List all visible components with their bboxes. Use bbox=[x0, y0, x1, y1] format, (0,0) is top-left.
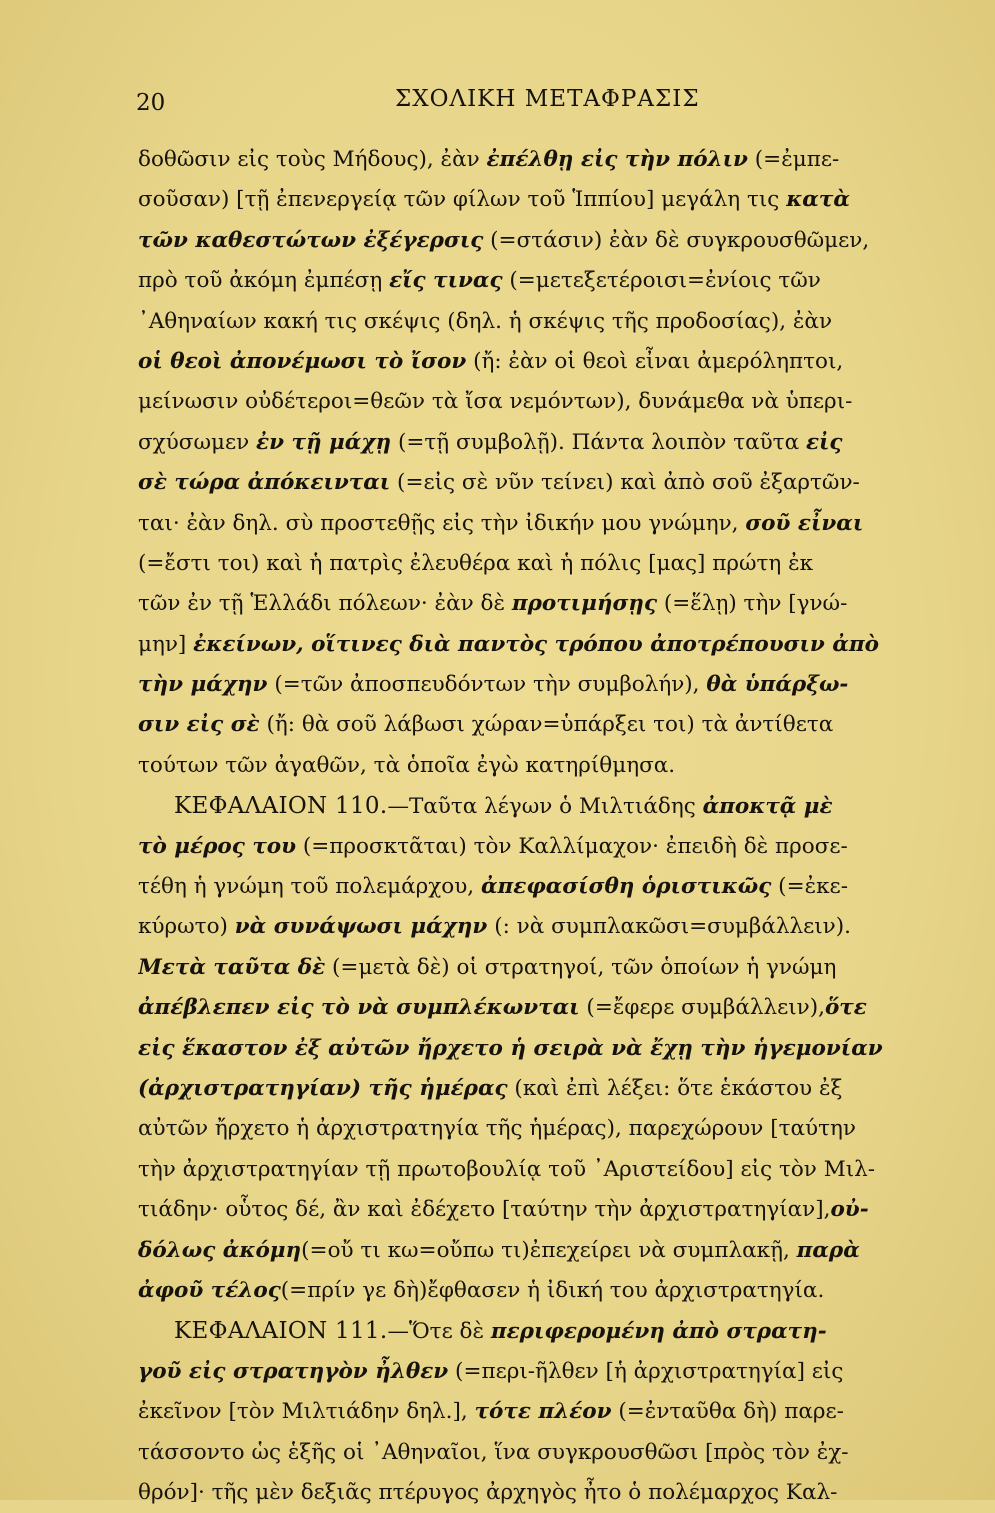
text-segment: (=ἔφερε συμβάλλειν), bbox=[579, 995, 825, 1021]
text-segment: —Ὅτε δὲ bbox=[387, 1319, 491, 1345]
page-number: 20 bbox=[136, 90, 166, 116]
page-header bbox=[0, 80, 995, 120]
text-line bbox=[138, 1433, 928, 1473]
text-line bbox=[138, 827, 928, 867]
emphasized-phrase: προτιμήσῃς bbox=[511, 591, 658, 617]
emphasized-phrase: ἐκείνων, οἵτινες διὰ παντὸς τρόπου ἀποτρέπουσιν ἀπὸ bbox=[193, 631, 879, 657]
running-title: ΣΧΟΛΙΚΗ ΜΕΤΑΦΡΑΣΙΣ bbox=[395, 86, 700, 112]
chapter-heading: ΚΕΦΑΛΑΙΟΝ 111. bbox=[174, 1318, 388, 1345]
text-segment: (=εἰς σὲ νῦν τείνει) καὶ ἀπὸ σοῦ ἐξαρτῶν- bbox=[390, 470, 860, 496]
emphasized-phrase: περιφερομένη ἀπὸ στρατη- bbox=[490, 1319, 827, 1345]
emphasized-phrase: τὸ μέρος του bbox=[138, 833, 297, 859]
text-segment: τέθη ἡ γνώμη τοῦ πολεμάρχου, bbox=[138, 874, 481, 900]
text-segment: μην] bbox=[138, 631, 194, 657]
text-segment: (ἤ: ἐὰν οἱ θεοὶ εἶναι ἀμερόληπτοι, bbox=[466, 348, 844, 374]
text-segment: ᾿Αθηναίων κακή τις σκέψις (δηλ. ἡ σκέψις τῆς προδοσίας), ἐὰν bbox=[138, 308, 833, 334]
text-segment: μείνωσιν οὐδέτεροι=θεῶν τὰ ἴσα νεμόντων), δυνάμεθα νὰ ὑπερι- bbox=[138, 389, 853, 415]
text-segment: (=μετεξετέροισι=ἐνίοις τῶν bbox=[502, 268, 821, 294]
text-line bbox=[138, 746, 928, 786]
emphasized-phrase: ἐν τῇ μάχῃ bbox=[256, 429, 392, 455]
emphasized-phrase: εἴς τινας bbox=[389, 268, 503, 294]
text-line bbox=[138, 665, 928, 705]
text-segment: τάσσοντο ὡς ἑξῆς οἱ ᾿Αθηναῖοι, ἵνα συγκρουσθῶσι [πρὸς τὸν ἐχ- bbox=[138, 1439, 849, 1465]
text-segment: πρὸ τοῦ ἀκόμη ἐμπέσῃ bbox=[138, 268, 390, 294]
body-text bbox=[138, 140, 928, 1513]
text-line bbox=[138, 504, 928, 544]
text-line bbox=[138, 261, 928, 301]
emphasized-phrase: οὐ- bbox=[830, 1197, 869, 1223]
emphasized-phrase: οἱ θεοὶ ἀπονέμωσι τὸ ἴσον bbox=[138, 348, 467, 374]
text-segment: ται· ἐὰν δηλ. σὺ προστεθῇς εἰς τὴν ἰδικήν μου γνώμην, bbox=[138, 510, 746, 536]
text-line bbox=[138, 867, 928, 907]
emphasized-phrase: Μετὰ ταῦτα δὲ bbox=[138, 954, 326, 980]
text-line bbox=[138, 221, 928, 261]
text-segment: κύρωτο) bbox=[138, 914, 235, 940]
emphasized-phrase: ἀφοῦ τέλος bbox=[138, 1277, 281, 1303]
emphasized-phrase: παρὰ bbox=[796, 1237, 860, 1263]
text-line bbox=[138, 1069, 928, 1109]
text-line bbox=[138, 1311, 928, 1351]
text-line bbox=[138, 584, 928, 624]
emphasized-phrase: κατὰ bbox=[786, 187, 850, 213]
emphasized-phrase: σιν εἰς σὲ bbox=[138, 712, 260, 738]
text-segment: τούτων τῶν ἀγαθῶν, τὰ ὁποῖα ἐγὼ κατηρίθμησα. bbox=[138, 752, 676, 778]
emphasized-phrase: ὅτε bbox=[824, 995, 867, 1021]
text-segment: (=ἔστι τοι) καὶ ἡ πατρὶς ἐλευθέρα καὶ ἡ πόλις [μας] πρώτη ἐκ bbox=[138, 550, 814, 576]
text-segment: (=τῶν ἀποσπευδόντων τὴν συμβολήν), bbox=[267, 672, 707, 698]
emphasized-phrase: τὴν μάχην bbox=[138, 672, 268, 698]
text-line bbox=[138, 342, 928, 382]
emphasized-phrase: θὰ ὑπάρξω- bbox=[706, 672, 849, 698]
text-line bbox=[138, 463, 928, 503]
text-segment: (=στάσιν) ἐὰν δὲ συγκρουσθῶμεν, bbox=[483, 227, 870, 253]
text-segment: (καὶ ἐπὶ λέξει: ὅτε ἑκάστου ἐξ bbox=[507, 1075, 843, 1101]
text-segment: (=περι-ῆλθεν [ἡ ἀρχιστρατηγία] εἰς bbox=[448, 1358, 844, 1384]
text-line bbox=[138, 423, 928, 463]
text-line bbox=[138, 1190, 928, 1230]
emphasized-phrase: ἐπέλθῃ εἰς τὴν πόλιν bbox=[486, 147, 748, 172]
emphasized-phrase: εἰς bbox=[805, 429, 843, 455]
emphasized-phrase: σοῦ εἶναι bbox=[745, 510, 864, 536]
emphasized-phrase: νὰ συνάψωσι μάχην bbox=[234, 914, 488, 940]
text-segment: —Ταῦτα λέγων ὁ Μιλτιάδης bbox=[387, 794, 703, 820]
emphasized-phrase: (ἀρχιστρατηγίαν) τῆς ἡμέρας bbox=[138, 1075, 508, 1101]
text-segment: θρόν]· τῆς μὲν δεξιᾶς πτέρυγος ἀρχηγὸς ἦτο ὁ πολέμαρχος Καλ- bbox=[138, 1479, 838, 1505]
text-segment: (ἤ: θὰ σοῦ λάβωσι χώραν=ὑπάρξει τοι) τὰ ἀντίθετα bbox=[259, 712, 834, 738]
text-line bbox=[138, 907, 928, 947]
text-line bbox=[138, 1392, 928, 1432]
text-segment: τιάδην· οὗτος δέ, ἂν καὶ ἐδέχετο [ταύτην τὴν ἀρχιστρατηγίαν], bbox=[138, 1197, 831, 1223]
emphasized-phrase: ἀποκτᾷ μὲ bbox=[702, 794, 833, 820]
text-line bbox=[138, 1150, 928, 1190]
text-line bbox=[138, 1109, 928, 1149]
text-line bbox=[138, 180, 928, 220]
emphasized-phrase: ἀπεφασίσθη ὁριστικῶς bbox=[480, 874, 772, 900]
text-segment: (=ἕλῃ) τὴν [γνώ- bbox=[657, 591, 848, 617]
text-segment: (=προσκτᾶται) τὸν Καλλίμαχον· ἐπειδὴ δὲ προσε- bbox=[296, 833, 848, 859]
text-segment: (=μετὰ δὲ) οἱ στρατηγοί, τῶν ὁποίων ἡ γνώμη bbox=[325, 954, 837, 980]
emphasized-phrase: γοῦ εἰς στρατηγὸν ἦλθεν bbox=[138, 1358, 449, 1384]
text-line bbox=[138, 382, 928, 422]
text-segment: (=πρίν γε δὴ)ἔφθασεν ἡ ἰδική του ἀρχιστρατηγία. bbox=[280, 1277, 825, 1303]
emphasized-phrase: σὲ τώρα ἀπόκεινται bbox=[138, 470, 391, 496]
text-line bbox=[138, 988, 928, 1028]
text-segment: (=ἐμπε- bbox=[747, 147, 840, 172]
text-line bbox=[138, 1473, 928, 1513]
text-line bbox=[138, 1271, 928, 1311]
text-line bbox=[138, 786, 928, 826]
text-segment: σοῦσαν) [τῇ ἐπενεργείᾳ τῶν φίλων τοῦ Ἱππίου] μεγάλη τις bbox=[138, 187, 787, 213]
text-segment: ἐκεῖνον [τὸν Μιλτιάδην δηλ.], bbox=[138, 1399, 475, 1425]
text-segment: τῶν ἐν τῇ Ἑλλάδι πόλεων· ἐὰν δὲ bbox=[138, 591, 512, 617]
text-line bbox=[138, 1231, 928, 1271]
emphasized-phrase: ἀπέβλεπεν εἰς τὸ νὰ συμπλέκωνται bbox=[138, 995, 580, 1021]
text-line bbox=[138, 948, 928, 988]
text-line bbox=[138, 625, 928, 665]
text-segment: αὐτῶν ἤρχετο ἡ ἀρχιστρατηγία τῆς ἡμέρας), παρεχώρουν [ταύτην bbox=[138, 1116, 856, 1142]
text-segment: (=ἐκε- bbox=[771, 874, 848, 900]
text-segment: (=ἐνταῦθα δὴ) παρε- bbox=[611, 1399, 844, 1425]
emphasized-phrase: τότε πλέον bbox=[474, 1399, 612, 1425]
text-line bbox=[138, 1352, 928, 1392]
emphasized-phrase: τῶν καθεστώτων ἐξέγερσις bbox=[138, 227, 484, 253]
text-line bbox=[138, 544, 928, 584]
text-line bbox=[138, 1029, 928, 1069]
text-line bbox=[138, 140, 928, 180]
emphasized-phrase: εἰς ἕκαστον ἐξ αὐτῶν ἤρχετο ἡ σειρὰ νὰ ἔχῃ τὴν ἡγεμονίαν bbox=[138, 1035, 883, 1061]
text-segment: (: νὰ συμπλακῶσι=συμβάλλειν). bbox=[487, 914, 851, 940]
text-line bbox=[138, 705, 928, 745]
text-segment: (=τῇ συμβολῇ). Πάντα λοιπὸν ταῦτα bbox=[391, 429, 806, 455]
chapter-heading: ΚΕΦΑΛΑΙΟΝ 110. bbox=[174, 793, 388, 820]
text-segment: (=οὔ τι κω=οὔπω τι)ἐπεχείρει νὰ συμπλακῇ, bbox=[301, 1237, 797, 1263]
text-line bbox=[138, 302, 928, 342]
text-segment: σχύσωμεν bbox=[138, 429, 256, 455]
text-segment: τὴν ἀρχιστρατηγίαν τῇ πρωτοβουλίᾳ τοῦ ᾿Αριστείδου] εἰς τὸν Μιλ- bbox=[138, 1156, 876, 1182]
emphasized-phrase: δόλως ἀκόμη bbox=[138, 1237, 302, 1263]
text-segment: δοθῶσιν εἰς τοὺς Μήδους), ἐὰν bbox=[138, 147, 487, 172]
